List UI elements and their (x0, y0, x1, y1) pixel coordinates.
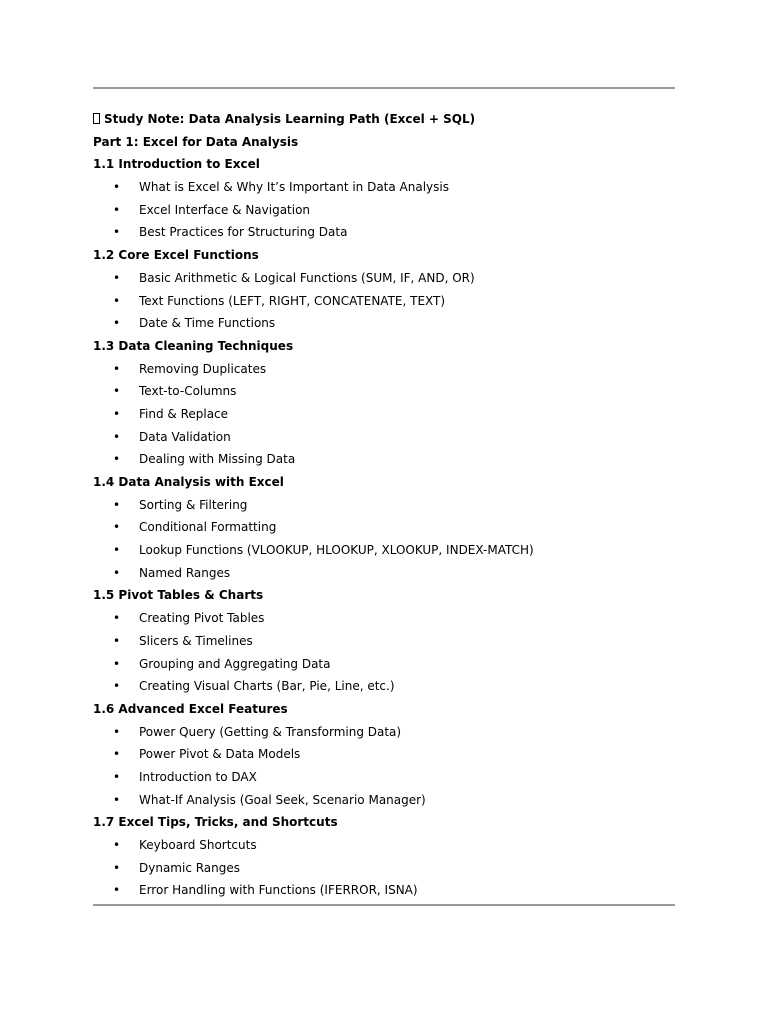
list-item (93, 743, 693, 766)
study-note-body (93, 108, 693, 902)
bullet-icon: • (113, 180, 121, 195)
section-heading: 1.4 Data Analysis with Excel (93, 475, 284, 489)
list-item (93, 267, 693, 290)
missing-glyph-icon (93, 113, 100, 124)
bullet-icon: • (113, 769, 121, 784)
bullet-icon: • (113, 656, 121, 671)
section-heading: 1.6 Advanced Excel Features (93, 701, 288, 716)
bullet-icon: • (113, 747, 121, 762)
list-item-text: Sorting & Filtering (139, 497, 248, 512)
part-heading: Part 1: Excel for Data Analysis (93, 134, 299, 149)
list-item (93, 403, 693, 426)
list-item (93, 630, 693, 653)
section-heading: 1.2 Core Excel Functions (93, 248, 259, 263)
list-item (93, 607, 693, 630)
bullet-icon: • (113, 270, 121, 285)
bullet-icon: • (113, 883, 121, 898)
list-item (93, 176, 693, 199)
list-item-text: Text Functions (LEFT, RIGHT, CONCATENATE, TEXT) (139, 293, 446, 308)
sections-list (93, 153, 693, 902)
list-item-text: Grouping and Aggregating Data (139, 656, 331, 671)
list-item-text: What is Excel & Why It’s Important in Data Analysis (139, 180, 449, 195)
list-item (93, 653, 693, 676)
bullet-icon: • (113, 384, 121, 399)
bullet-icon: • (113, 429, 121, 444)
list-item-text: Lookup Functions (VLOOKUP, HLOOKUP, XLOOKUP, INDEX-MATCH) (139, 543, 534, 558)
section-heading: 1.7 Excel Tips, Tricks, and Shortcuts (93, 815, 338, 830)
list-item-text: Creating Visual Charts (Bar, Pie, Line, etc.) (139, 679, 395, 694)
bullet-icon: • (113, 497, 121, 512)
bullet-icon: • (113, 565, 121, 580)
section-heading: 1.5 Pivot Tables & Charts (93, 588, 264, 603)
list-item-text: Best Practices for Structuring Data (139, 225, 348, 240)
list-item-text: Excel Interface & Navigation (139, 202, 311, 217)
list-item (93, 789, 693, 812)
list-item-text: Error Handling with Functions (IFERROR, ISNA) (139, 883, 418, 898)
bullet-icon: • (113, 633, 121, 648)
list-item (93, 675, 693, 698)
bullet-icon: • (113, 316, 121, 331)
bullet-icon: • (113, 543, 121, 558)
bullet-icon: • (113, 452, 121, 467)
list-item (93, 221, 693, 244)
list-item (93, 494, 693, 517)
bullet-icon: • (113, 225, 121, 240)
list-item-text: Date & Time Functions (139, 316, 276, 331)
bullet-icon: • (113, 792, 121, 807)
list-item-text: Power Pivot & Data Models (139, 747, 301, 762)
list-item (93, 879, 693, 902)
document-title-text: Study Note: Data Analysis Learning Path (Excel + SQL) (104, 112, 476, 126)
list-item (93, 312, 693, 335)
list-item-text: Named Ranges (139, 565, 231, 580)
list-item (93, 290, 693, 313)
document-title (93, 108, 693, 131)
bullet-icon: • (113, 860, 121, 875)
list-item-text: Find & Replace (139, 406, 229, 421)
list-item (93, 562, 693, 585)
list-item-text: What-If Analysis (Goal Seek, Scenario Manager) (139, 792, 426, 807)
bullet-icon: • (113, 361, 121, 376)
list-item (93, 426, 693, 449)
list-item (93, 834, 693, 857)
bullet-icon: • (113, 611, 121, 626)
list-item (93, 721, 693, 744)
list-item (93, 539, 693, 562)
list-item-text: Data Validation (139, 429, 231, 444)
list-item-text: Keyboard Shortcuts (139, 838, 257, 852)
bullet-icon: • (113, 724, 121, 739)
list-item (93, 199, 693, 222)
list-item-text: Slicers & Timelines (139, 633, 253, 648)
list-item-text: Dealing with Missing Data (139, 452, 296, 467)
bullet-icon: • (113, 406, 121, 421)
bullet-icon: • (113, 838, 121, 852)
bullet-icon: • (113, 679, 121, 694)
list-item (93, 380, 693, 403)
list-item-text: Text-to-Columns (139, 384, 237, 399)
list-item (93, 516, 693, 539)
bullet-icon: • (113, 520, 121, 535)
bullet-icon: • (113, 293, 121, 308)
list-item-text: Conditional Formatting (139, 520, 277, 535)
bullet-icon: • (113, 202, 121, 217)
list-item (93, 448, 693, 471)
section-heading: 1.3 Data Cleaning Techniques (93, 338, 294, 353)
list-item (93, 766, 693, 789)
list-item-text: Creating Pivot Tables (139, 611, 265, 626)
list-item (93, 857, 693, 880)
list-item-text: Basic Arithmetic & Logical Functions (SUM, IF, AND, OR) (139, 270, 475, 285)
section-heading: 1.1 Introduction to Excel (93, 157, 260, 172)
list-item-text: Introduction to DAX (139, 769, 257, 784)
list-item (93, 358, 693, 381)
list-item-text: Removing Duplicates (139, 361, 267, 376)
list-item-text: Power Query (Getting & Transforming Data) (139, 724, 402, 739)
top-divider (93, 87, 675, 89)
list-item-text: Dynamic Ranges (139, 860, 241, 875)
bottom-divider (93, 904, 675, 906)
